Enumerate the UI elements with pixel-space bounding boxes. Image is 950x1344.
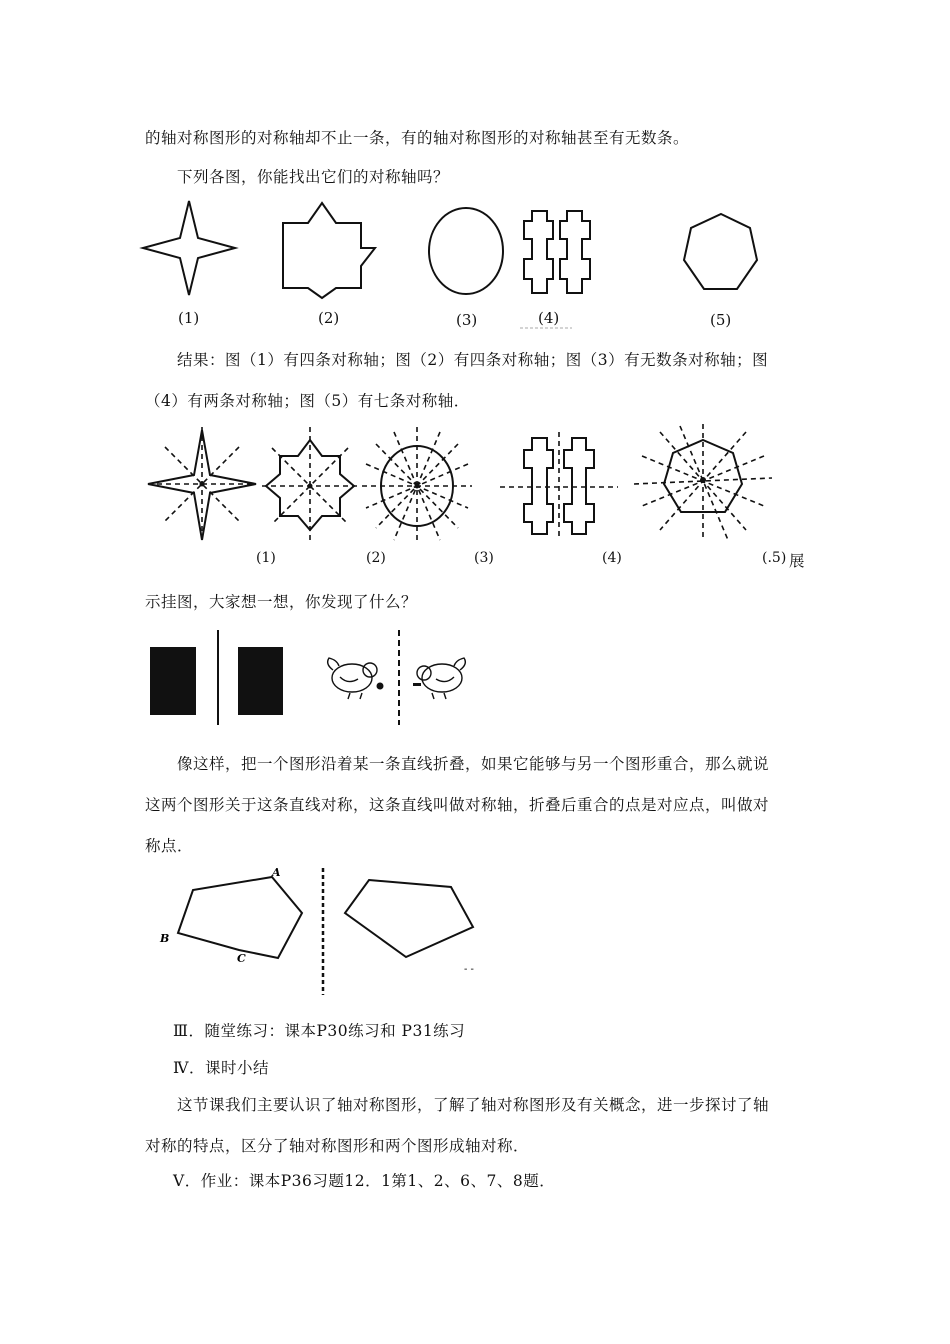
definition-line-2: 这两个图形关于这条直线对称，这条直线叫做对称轴，折叠后重合的点是对应点，叫做对 — [145, 796, 770, 814]
summary-line-1: 这节课我们主要认识了轴对称图形，了解了轴对称图形及有关概念，进一步探讨了轴 — [177, 1096, 770, 1114]
axes-caption-3: (3) — [474, 550, 494, 566]
black-rectangle-right — [238, 647, 283, 715]
symmetry-axes-figure — [0, 422, 950, 552]
question-text: 下列各图，你能找出它们的对称轴吗？ — [177, 168, 450, 186]
black-rectangle-left — [150, 647, 196, 715]
point-label-c: C — [237, 952, 246, 965]
caption-3: (3) — [456, 311, 478, 329]
axes-caption-1: (1) — [256, 550, 276, 566]
trailing-char: 展 — [789, 552, 806, 570]
stray-mark: - - — [464, 964, 474, 975]
show-text: 示挂图，大家想一想，你发现了什么？ — [145, 593, 418, 611]
circle-shape — [429, 208, 503, 294]
eight-point-star — [283, 203, 375, 298]
axes-caption-2: (2) — [366, 550, 386, 566]
axes-caption-5: (.5) — [762, 550, 787, 566]
mirror-figure — [0, 625, 950, 730]
caption-2: (2) — [318, 309, 340, 327]
result-text-line-1: 结果：图（1）有四条对称轴；图（2）有四条对称轴；图（3）有无数条对称轴；图 — [177, 351, 769, 369]
caption-5: (5) — [710, 311, 732, 329]
bird-right — [417, 658, 465, 699]
bird-left — [328, 658, 377, 699]
paragraph-text: 的轴对称图形的对称轴却不止一条，有的轴对称图形的对称轴甚至有无数条。 — [145, 129, 690, 147]
section-5-homework: Ⅴ．作业：课本P36习题12．1第1、2、6、7、8题． — [173, 1172, 556, 1190]
point-label-b: B — [160, 932, 170, 945]
caption-1: (1) — [178, 309, 200, 327]
four-point-star — [143, 201, 235, 295]
point-label-a: A — [272, 866, 281, 879]
double-shape — [524, 211, 553, 293]
double-shape — [560, 211, 590, 293]
pentagon-right — [345, 880, 473, 957]
pentagon-left — [178, 877, 302, 958]
heptagon-shape — [684, 214, 757, 289]
axes-caption-4: (4) — [602, 550, 622, 566]
section-3-practice: Ⅲ．随堂练习：课本P30练习和 P31练习 — [173, 1022, 466, 1040]
section-4-summary-heading: Ⅳ．课时小结 — [173, 1059, 269, 1077]
caption-4: (4) — [538, 309, 560, 327]
definition-line-1: 像这样，把一个图形沿着某一条直线折叠，如果它能够与另一个图形重合，那么就说 — [177, 755, 770, 773]
definition-line-3: 称点． — [145, 837, 194, 855]
result-text-line-2: （4）有两条对称轴；图（5）有七条对称轴． — [145, 392, 470, 410]
summary-line-2: 对称的特点，区分了轴对称图形和两个图形成轴对称． — [145, 1137, 530, 1155]
pentagon-symmetry-figure — [0, 865, 950, 1000]
